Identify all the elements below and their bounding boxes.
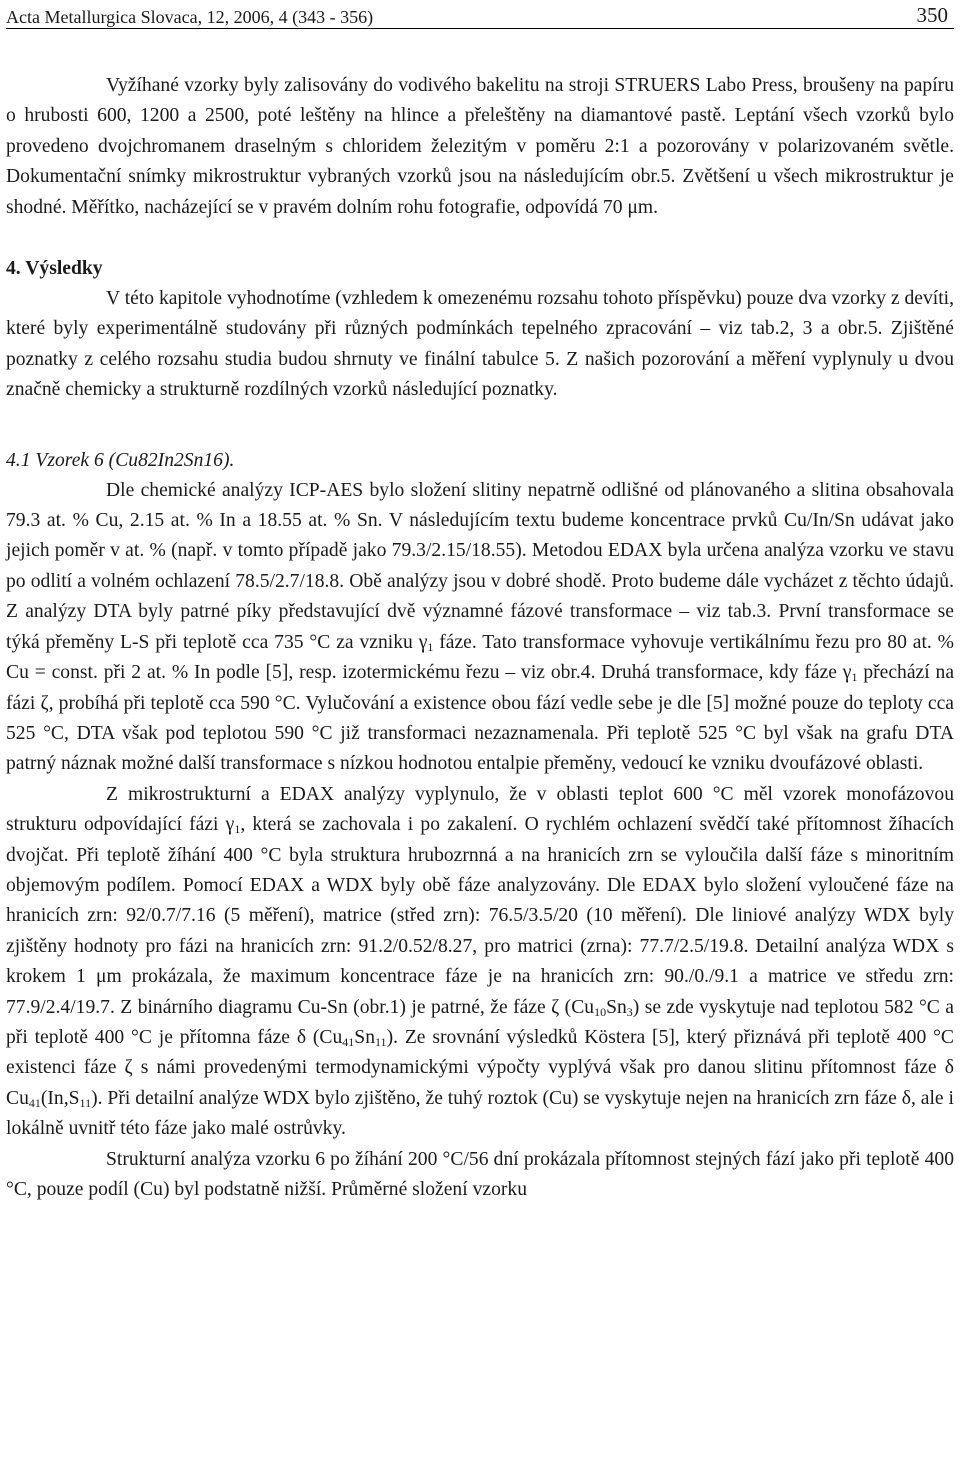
intro-paragraph: Vyžíhané vzorky byly zalisovány do vodivého bakelitu na stroji STRUERS Labo Press, broušeny na papíru o hrubosti 600, 1200 a 2500, poté leštěny na hlince a přeleštěny na diamantové pastě. Leptání všech vzorků bylo provedeno dvojchromanem draselným s chloridem železitým v poměru 2:1 a pozorovány v polarizovaném světle. Dokumentační snímky mikrostruktur vybraných vzorků jsou na následujícím obr.5. Zvětšení u všech mikrostruktur je shodné. Měřítko, nacházející se v pravém dolním rohu fotografie, odpovídá 70 μm. bbox=[6, 75, 954, 218]
page-number: 350 bbox=[916, 3, 948, 27]
section-title: Výsledky bbox=[25, 258, 103, 280]
paragraph-chemical-analysis: Dle chemické analýzy ICP-AES bylo složení slitiny nepatrně odlišné od plánovaného a slitina obsahovala 79.3 at. % Cu, 2.15 at. % In a 18.55 at. % Sn. V následujícím textu budeme koncentrace prvků Cu/In/Sn udávat jako jejich poměr v at. % (např. v tomto případě jako 79.3/2.15/18.55). Metodou EDAX byla určena analýza vzorku ve stavu po odlití a volném ochlazení 78.5/2.7/18.8. Obě analýzy jsou v dobré shodě. Proto budeme dále vycházet z těchto údajů. Z analýzy DTA byly patrné píky představující dvě významné fázové transformace – viz tab.3. První transformace se týká přeměny L-S při teplotě cca 735 °C za vzniku $\gamma_1$ fáze. Tato transformace vyhovuje vertikálnímu řezu pro 80 at. % Cu = const. při 2 at. % In podle [5], resp. izotermickému řezu – viz obr.4. Druhá transformace, kdy fáze $\gamma_1$ přechází na fázi ζ, probíhá při teplotě cca 590 °C. Vylučování a existence obou fází vedle sebe je dle [5] možné pouze do teploty cca 525 °C, DTA však pod teplotou 590 °C již transformaci nezaznamenala. Při teplotě 525 °C byl však na grafu DTA patrný náznak možné další transformace s nízkou hodnotou entalpie přeměny, vedoucí ke vzniku dvoufázové oblasti. bbox=[6, 479, 955, 775]
page bbox=[6, 0, 954, 1205]
subsection-heading bbox=[6, 446, 954, 476]
section-number: 4. bbox=[6, 258, 21, 280]
journal-citation: Acta Metallurgica Slovaca, 12, 2006, 4 (343 - 356) bbox=[6, 7, 374, 27]
section-heading bbox=[6, 253, 954, 284]
paragraph-annealing-200: Strukturní analýza vzorku 6 po žíhání 200 °C/56 dní prokázala přítomnost stejných fází jako při teplotě 400 °C, pouze podíl (Cu) byl podstatně nižší. Průměrné složení vzorku bbox=[6, 1148, 954, 1200]
results-paragraph: V této kapitole vyhodnotíme (vzhledem k omezenému rozsahu tohoto příspěvku) pouze dva vzorky z devíti, které byly experimentálně studovány při různých podmínkách tepelného zpracování – viz tab.2, 3 a obr.5. Zjištěné poznatky z celého rozsahu studia budou shrnuty ve finální tabulce 5. Z našich pozorování a měření vyplynuly u dvou značně chemicky a strukturně rozdílných vzorků následující poznatky. bbox=[6, 288, 954, 401]
paragraph-microstructure: Z mikrostrukturní a EDAX analýzy vyplynulo, že v oblasti teplot 600 °C měl vzorek monofázovou strukturu odpovídající fázi $\gamma_1$, která se zachovala i po zakalení. O rychlém ochlazení svědčí také přítomnost žíhacích dvojčat. Při teplotě žíhání 400 °C byla struktura hrubozrnná a na hranicích zrn se vyloučila další fáze s minoritním objemovým podílem. Pomocí EDAX a WDX byly obě fáze analyzovány. Dle EDAX bylo složení vyloučené fáze na hranicích zrn: 92/0.7/7.16 (5 měření), matrice (střed zrn): 76.5/3.5/20 (10 měření). Dle liniové analýzy WDX byly zjištěny hodnoty pro fázi na hranicích zrn: 91.2/0.52/8.27, pro matrici (zrna): 77.7/2.5/19.8. Detailní analýza WDX s krokem 1 μm prokázala, že maximum koncentrace fáze je na hranicích zrn: 90./0./9.1 a matrice ve středu zrn: 77.9/2.4/19.7. Z binárního diagramu Cu-Sn (obr.1) je patrné, že fáze ζ $(Cu_{10}Sn_3)$ se zde vyskytuje nad teplotou 582 °C a při teplotě 400 °C je přítomna fáze δ $(Cu_{41}Sn_{11})$. Ze srovnání výsledků Köstera [5], který přiznává při teplotě 400 °C existenci fáze ζ s námi provedenými termodynamickými výpočty vyplývá však pro danou slitinu přítomnost fáze δ $Cu_{41}(In,S_{11})$. Při detailní analýze WDX bylo zjištěno, že tuhý roztok (Cu) se vyskytuje nejen na hranicích zrn fáze δ, ale i lokálně uvnitř této fáze jako malé ostrůvky. bbox=[6, 783, 955, 1140]
running-header bbox=[6, 0, 954, 29]
subsection-title: Vzorek 6 (Cu82In2Sn16). bbox=[35, 449, 235, 471]
subsection-number: 4.1 bbox=[6, 449, 31, 471]
